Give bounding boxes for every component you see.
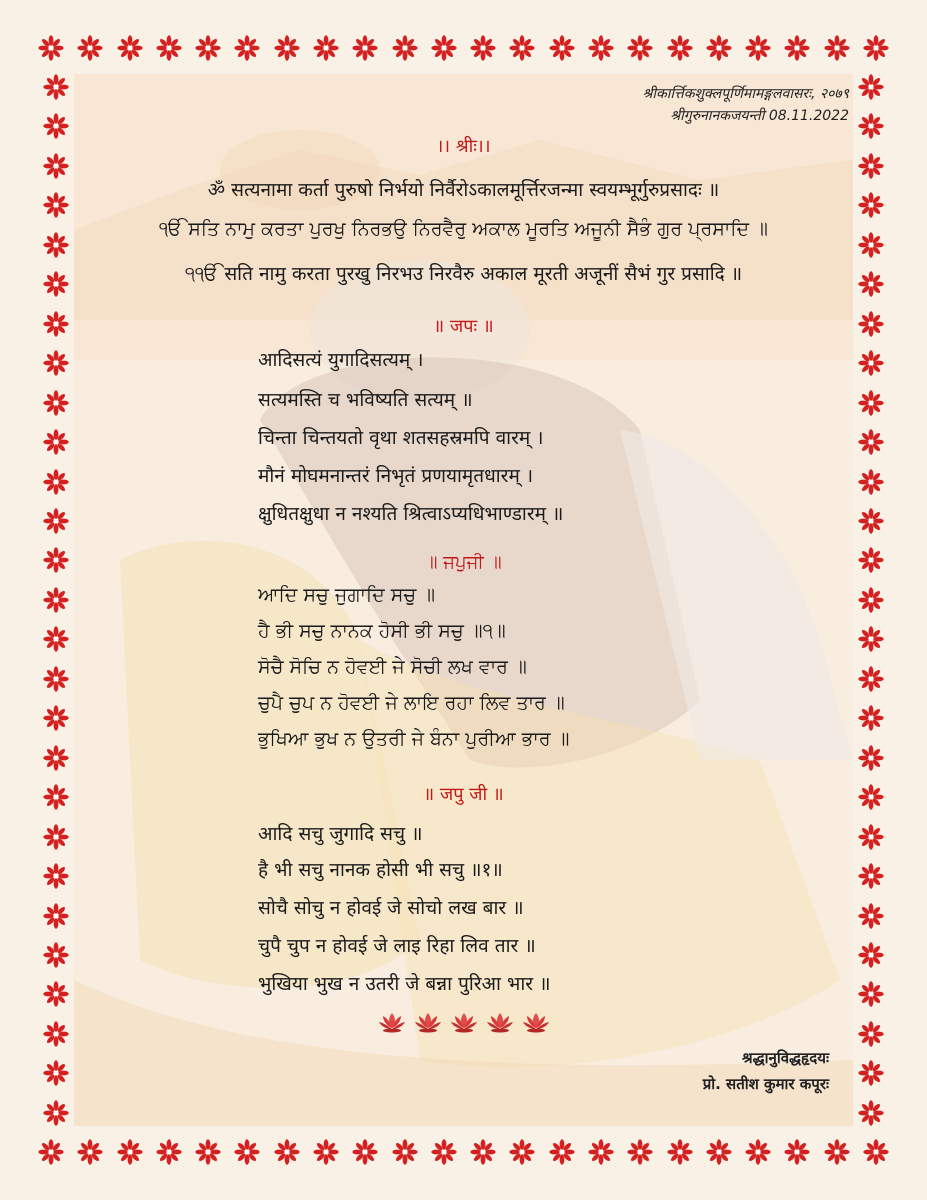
verse-line: सत्यमस्ति च भविष्यति सत्यम् ॥ (258, 389, 473, 411)
lotus-icon (449, 1011, 479, 1033)
verse-line: ਭੁਖਿਆ ਭੁਖ ਨ ਉਤਰੀ ਜੇ ਬੰਨਾ ਪੁਰੀਆ ਭਾਰ ॥ (258, 728, 570, 750)
lotus-ornament-row (0, 1011, 927, 1033)
verse-line: ਸੋਚੈ ਸੋਚਿ ਨ ਹੋਵਈ ਜੇ ਸੋਚੀ ਲਖ ਵਾਰ ॥ (258, 656, 527, 678)
mool-mantar-sanskrit: ॐ सत्यनामा कर्ता पुरुषो निर्भयो निर्वैरोऽकालमूर्त्तिरजन्मा स्वयम्भूर्गुरुप्रसादः ॥ (207, 179, 720, 201)
lotus-icon (485, 1011, 515, 1033)
signature-author: प्रो. सतीश कुमार कपूरः (702, 1075, 829, 1093)
verse-line: चुपै चुप न होवई जे लाइ रिहा लिव तार ॥ (258, 935, 536, 957)
verse-line: ਹੈ ਭੀ ਸਚੁ ਨਾਨਕ ਹੋਸੀ ਭੀ ਸਚੁ ॥੧॥ (258, 620, 506, 642)
signature-line-1: श्रद्धानुविद्धहृदयः (742, 1049, 829, 1067)
lotus-icon (413, 1011, 443, 1033)
section-heading-japuji-gurmukhi: ॥ ਜਪੁਜੀ ॥ (425, 552, 502, 573)
section-heading-japuji-devanagari: ॥ जपु जी ॥ (423, 784, 504, 805)
verse-line: ਚੁਪੈ ਚੁਪ ਨ ਹੋਵਈ ਜੇ ਲਾਇ ਰਹਾ ਲਿਵ ਤਾਰ ॥ (258, 692, 565, 714)
verse-line: ਆਦਿ ਸਚੁ ਜੁਗਾਦਿ ਸਚੁ ॥ (258, 584, 436, 606)
verse-line: चिन्ता चिन्तयतो वृथा शतसहस्रमपि वारम् । (258, 427, 544, 449)
date-line-2: श्रीगुरुनानकजयन्ती 08.11.2022 (670, 108, 849, 124)
mool-mantar-gurmukhi: ੴ ਸਤਿ ਨਾਮੁ ਕਰਤਾ ਪੁਰਖੁ ਨਿਰਭਉ ਨਿਰਵੈਰੁ ਅਕਾਲ ਮੂਰਤਿ ਅਜੂਨੀ ਸੈਭੰ ਗੁਰ ਪ੍ਰਸਾਦਿ ॥ (159, 218, 768, 240)
section-heading-japah: ॥ जपः ॥ (433, 316, 494, 337)
verse-line: क्षुधितक्षुधा न नश्यति श्रित्वाऽप्यधिभाण्डारम् ॥ (258, 503, 564, 525)
verse-line: आदिसत्यं युगादिसत्यम् । (258, 349, 424, 371)
verse-line: भुखिया भुख न उतरी जे बन्ना पुरिआ भार ॥ (258, 973, 551, 995)
lotus-icon (377, 1011, 407, 1033)
invocation-heading: ।। श्रीः।। (436, 136, 491, 157)
verse-line: है भी सचु नानक होसी भी सचु ॥१॥ (258, 859, 503, 881)
lotus-icon (521, 1011, 551, 1033)
mool-mantar-devanagari: ੧ੴ सति नामु करता पुरखु निरभउ निरवैरु अकाल मूरती अजूनीं सैभं गुर प्रसादि ॥ (184, 263, 743, 285)
verse-line: आदि सचु जुगादि सचु ॥ (258, 823, 423, 845)
verse-line: सोचै सोचु न होवई जे सोचो लख बार ॥ (258, 897, 524, 919)
verse-line: मौनं मोघमनान्तरं निभृतं प्रणयामृतधारम् । (258, 465, 534, 487)
date-line-1: श्रीकार्त्तिकशुक्लपूर्णिमामङ्गलवासरः, २०७९ (642, 86, 849, 102)
